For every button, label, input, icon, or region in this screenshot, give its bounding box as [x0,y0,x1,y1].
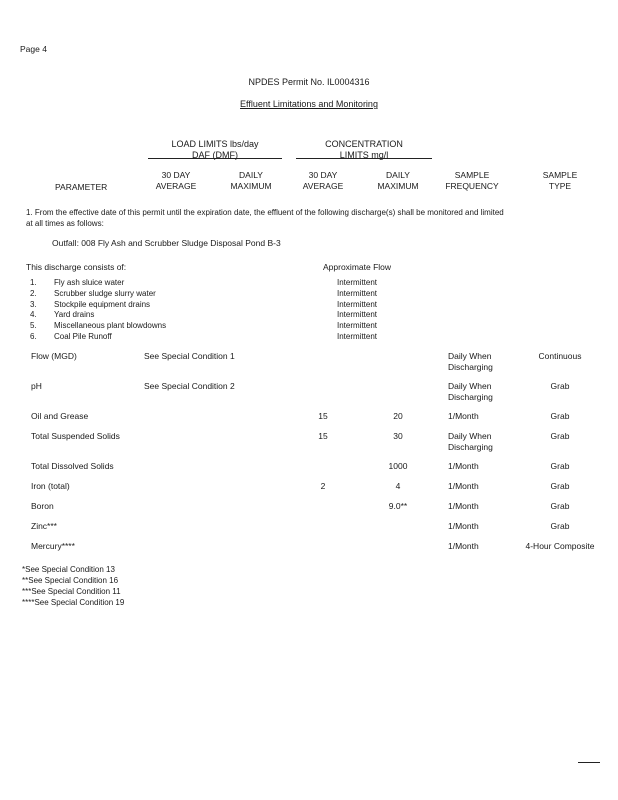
col-frequency-l1: SAMPLE [454,170,490,180]
col-type-l2: TYPE [548,181,572,191]
col-load-30day-l2: AVERAGE [155,181,197,191]
conc-daily-max-value: 20 [393,411,403,421]
flow-heading: Approximate Flow [323,262,392,272]
parameter-name: Total Suspended Solids [31,431,120,441]
intro-line-1: 1. From the effective date of this permit until the expiration date, the effluent of the following discharge(s) shall be monitored and limited [26,208,504,217]
sample-frequency: 1/Month [448,461,479,471]
discharge-item-name: Miscellaneous plant blowdowns [54,321,167,331]
parameter-name: Zinc*** [31,521,57,531]
sample-type: Grab [550,461,570,471]
col-load-daily [220,170,282,192]
discharge-item-flow: Intermittent [337,299,378,309]
parameter-name: Boron [31,501,54,511]
col-load-daily-l2: MAXIMUM [230,181,272,191]
col-load-30day [146,170,206,192]
sample-type: Grab [550,431,570,441]
parameter-name: Total Dissolved Solids [31,461,114,471]
sample-frequency: Discharging [448,392,493,402]
discharge-item-number: 5. [30,321,37,331]
load-limits-label: LOAD LIMITS lbs/day [171,139,259,149]
intro-line-2: at all times as follows: [26,219,104,228]
page-label: Page 4 [20,44,47,54]
special-condition-note: See Special Condition 1 [144,351,235,361]
discharge-item-flow: Intermittent [337,288,378,298]
sample-type: Grab [550,411,570,421]
discharge-item-name: Scrubber sludge slurry water [54,288,156,298]
sample-type: Grab [550,501,570,511]
col-conc-daily-l2: MAXIMUM [377,181,419,191]
section-title: Effluent Limitations and Monitoring [240,99,378,109]
sample-frequency: 1/Month [448,541,479,551]
footnote: **See Special Condition 16 [22,576,119,585]
discharge-item-number: 6. [30,332,37,341]
discharge-item-number: 1. [30,278,37,287]
discharge-item-flow: Intermittent [337,321,378,331]
col-conc-30day-l2: AVERAGE [302,181,344,191]
parameter-name: Flow (MGD) [31,351,77,361]
sample-type: Grab [550,381,570,391]
col-frequency-l2: FREQUENCY [445,181,499,191]
col-load-30day-l1: 30 DAY [161,170,191,180]
outfall-line: Outfall: 008 Fly Ash and Scrubber Sludge Disposal Pond B-3 [52,238,281,248]
discharge-item-name: Coal Pile Runoff [54,332,112,341]
parameter-name: Iron (total) [31,481,70,491]
parameter-name: Mercury**** [31,541,75,551]
conc-daily-max-value: 9.0** [388,501,408,511]
conc-daily-max-value: 4 [395,481,401,491]
discharge-item-flow: Intermittent [337,332,378,341]
col-conc-daily [366,170,430,192]
col-frequency [436,170,508,192]
col-load-daily-l1: DAILY [239,170,263,180]
col-conc-30day-l1: 30 DAY [308,170,338,180]
permit-title: NPDES Permit No. IL0004316 [248,77,370,87]
discharge-item-flow: Intermittent [337,310,378,320]
conc-daily-max-value: 1000 [388,461,408,471]
sample-type: Continuous [538,351,582,361]
concentration-sub: LIMITS mg/l [339,150,389,160]
parameter-name: Oil and Grease [31,411,89,421]
conc-30day-value: 15 [318,411,328,421]
discharge-item-number: 4. [30,310,37,320]
sample-frequency: 1/Month [448,521,479,531]
conc-daily-max-value: 30 [393,431,403,441]
sample-frequency: Daily When [448,431,492,441]
col-type-l1: SAMPLE [542,170,578,180]
sample-frequency: 1/Month [448,411,479,421]
col-parameter: PARAMETER [55,182,108,192]
discharge-item-name: Stockpile equipment drains [54,299,151,309]
sample-frequency: Discharging [448,442,493,452]
conc-30day-value: 15 [318,431,328,441]
concentration-rule [296,158,432,159]
load-limits-rule [148,158,282,159]
discharge-item-number: 2. [30,288,37,298]
discharge-item-name: Fly ash sluice water [54,278,125,287]
discharge-item-name: Yard drains [54,310,95,320]
discharge-heading: This discharge consists of: [26,262,127,272]
col-conc-daily-l1: DAILY [386,170,410,180]
sample-frequency: Daily When [448,381,492,391]
col-conc-30day [292,170,354,192]
col-type [528,170,592,192]
sample-type: 4-Hour Composite [525,541,595,551]
footnote: ***See Special Condition 11 [22,587,121,596]
footnote: ****See Special Condition 19 [22,598,125,607]
load-limits-sub: DAF (DMF) [192,150,238,160]
parameter-name: pH [31,381,42,391]
discharge-item-number: 3. [30,299,37,309]
sample-frequency: Discharging [448,362,493,372]
sample-frequency: 1/Month [448,481,479,491]
footnote: *See Special Condition 13 [22,565,115,574]
sample-frequency: Daily When [448,351,492,361]
concentration-label: CONCENTRATION [325,139,403,149]
conc-30day-value: 2 [320,481,326,491]
page-end-mark [578,762,600,763]
special-condition-note: See Special Condition 2 [144,381,235,391]
sample-type: Grab [550,521,570,531]
sample-frequency: 1/Month [448,501,479,511]
sample-type: Grab [550,481,570,491]
discharge-item-flow: Intermittent [337,278,378,287]
